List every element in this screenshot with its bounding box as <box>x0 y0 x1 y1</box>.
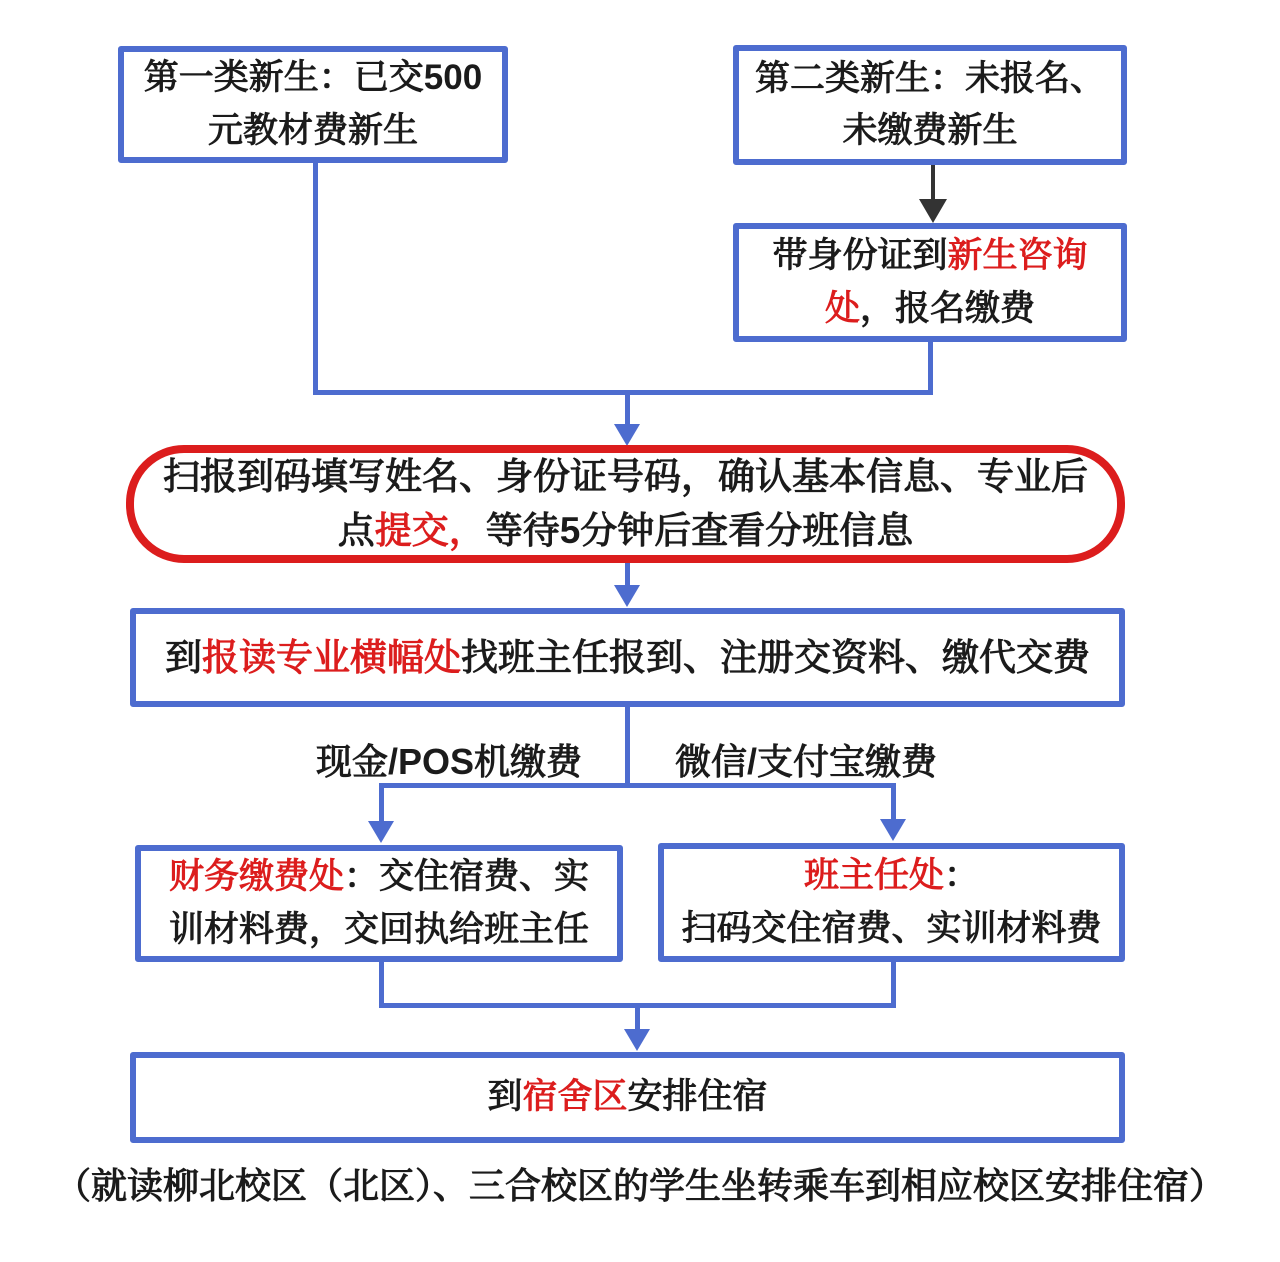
node-text-scan: 扫报到码填写姓名、身份证号码，确认基本信息、专业后 点提交，等待5分钟后查看分班信息 <box>163 456 1088 551</box>
connector-finance-down <box>379 962 384 1008</box>
connector-banner-down <box>625 707 630 788</box>
connector-merge-to-dorm <box>635 1003 640 1031</box>
arrow-down-icon <box>614 585 640 607</box>
flow-node-head-teacher <box>658 843 1125 962</box>
connector-consult-down <box>928 342 933 395</box>
connector-merge-top <box>313 390 933 395</box>
connector-branch-left <box>379 783 384 823</box>
flow-node-type1-students <box>118 46 508 163</box>
connector-type2-to-consult <box>931 165 935 201</box>
node-text-type2: 第二类新生：未报名、 未缴费新生 <box>754 58 1105 150</box>
flow-node-banner-checkin <box>130 608 1125 707</box>
connector-type1-down <box>313 163 318 395</box>
node-text-teacher: 班主任处： 扫码交住宿费、实训材料费 <box>681 856 1102 948</box>
flow-node-finance-office <box>135 845 623 962</box>
arrow-down-icon <box>919 199 947 223</box>
flow-node-scan-code <box>126 445 1125 563</box>
node-text-type1: 第一类新生：已交500 元教材费新生 <box>143 58 483 150</box>
flow-node-type2-students <box>733 45 1127 165</box>
branch-label-wechat: 微信/支付宝缴费 <box>674 741 938 782</box>
connector-branch-right <box>891 783 896 821</box>
arrow-down-icon <box>880 819 906 841</box>
branch-label-cash: 现金/POS机缴费 <box>315 741 583 782</box>
campus-transfer-caption: （就读柳北校区（北区）、三合校区的学生坐转乘车到相应校区安排住宿） <box>54 1165 1225 1206</box>
connector-branch-split <box>379 783 896 788</box>
connector-scan-to-banner <box>625 563 630 587</box>
node-text-dorm: 到宿舍区安排住宿 <box>487 1077 768 1117</box>
arrow-down-icon <box>614 424 640 446</box>
arrow-down-icon <box>368 821 394 843</box>
node-text-finance: 财务缴费处：交住宿费、实 训材料费，交回执给班主任 <box>168 857 590 949</box>
node-text-banner: 到报读专业横幅处找班主任报到、注册交资料、缴代交费 <box>165 636 1090 678</box>
flow-node-dorm <box>130 1052 1125 1143</box>
node-text-consult: 带身份证到新生咨询 处，报名缴费 <box>772 236 1088 328</box>
connector-merge-to-scan <box>625 390 630 426</box>
connector-teacher-down <box>891 962 896 1008</box>
arrow-down-icon <box>624 1029 650 1051</box>
flow-node-consult-desk <box>733 223 1127 342</box>
